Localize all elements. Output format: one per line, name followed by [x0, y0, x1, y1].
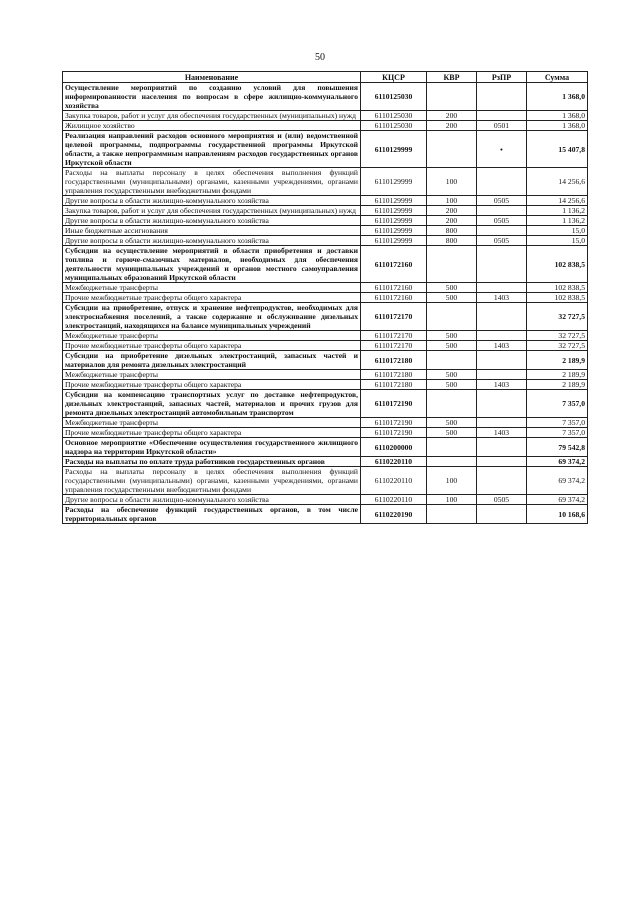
row-kcsr: 6110172190	[361, 418, 427, 428]
row-kcsr: 6110129999	[361, 168, 427, 196]
row-rzpr: 0505	[477, 236, 527, 246]
row-kvr: 100	[427, 495, 477, 505]
row-kvr: 100	[427, 467, 477, 495]
row-kvr	[427, 505, 477, 524]
row-name: Межбюджетные трансферты	[63, 418, 361, 428]
row-sum: 1 368,0	[527, 83, 588, 111]
row-kvr	[427, 303, 477, 331]
row-kcsr: 6110172180	[361, 370, 427, 380]
table-row	[63, 206, 588, 216]
row-rzpr	[477, 83, 527, 111]
table-row	[63, 216, 588, 226]
table-header-row	[63, 72, 588, 83]
row-kvr: 500	[427, 370, 477, 380]
row-name: Осуществление мероприятий по созданию условий для повышения информированности населения по вопросам в сфере жилищно-коммунального хозяйства	[63, 83, 361, 111]
row-sum: 69 374,2	[527, 495, 588, 505]
row-sum: 102 838,5	[527, 293, 588, 303]
row-kcsr: 6110129999	[361, 236, 427, 246]
table-row	[63, 236, 588, 246]
table-row	[63, 226, 588, 236]
row-kvr: 200	[427, 206, 477, 216]
row-kcsr: 6110172160	[361, 246, 427, 283]
row-sum: 2 189,9	[527, 370, 588, 380]
row-sum: 79 542,8	[527, 438, 588, 457]
row-sum: 7 357,0	[527, 418, 588, 428]
row-rzpr	[477, 370, 527, 380]
row-rzpr	[477, 505, 527, 524]
table-row	[63, 351, 588, 370]
row-name: Субсидии на приобретение дизельных электростанций, запасных частей и материалов для ремонта дизельных электростанций	[63, 351, 361, 370]
row-kcsr: 6110129999	[361, 131, 427, 168]
row-name: Межбюджетные трансферты	[63, 331, 361, 341]
row-sum: 10 168,6	[527, 505, 588, 524]
row-kcsr: 6110172180	[361, 380, 427, 390]
row-rzpr	[477, 246, 527, 283]
table-row	[63, 341, 588, 351]
row-rzpr: 0505	[477, 495, 527, 505]
row-rzpr	[477, 418, 527, 428]
row-kvr	[427, 83, 477, 111]
row-sum: 14 256,6	[527, 196, 588, 206]
row-sum: 69 374,2	[527, 457, 588, 467]
row-rzpr	[477, 226, 527, 236]
table-row	[63, 418, 588, 428]
table-row	[63, 303, 588, 331]
table-row	[63, 370, 588, 380]
row-rzpr	[477, 303, 527, 331]
row-kcsr: 6110129999	[361, 226, 427, 236]
table-body	[63, 83, 588, 524]
row-name: Прочие межбюджетные трансферты общего характера	[63, 293, 361, 303]
row-name: Расходы на выплаты по оплате труда работников государственных органов	[63, 457, 361, 467]
row-rzpr: 1403	[477, 380, 527, 390]
header-name: Наименование	[63, 72, 361, 83]
row-rzpr	[477, 390, 527, 418]
table-row	[63, 457, 588, 467]
row-kvr: 500	[427, 418, 477, 428]
row-name: Прочие межбюджетные трансферты общего характера	[63, 341, 361, 351]
row-rzpr: 1403	[477, 428, 527, 438]
row-kvr: 800	[427, 236, 477, 246]
row-sum: 1 368,0	[527, 121, 588, 131]
row-sum: 32 727,5	[527, 331, 588, 341]
row-sum: 69 374,2	[527, 467, 588, 495]
row-kvr	[427, 131, 477, 168]
row-kvr: 200	[427, 111, 477, 121]
row-rzpr	[477, 111, 527, 121]
row-kcsr: 6110125030	[361, 111, 427, 121]
row-kvr	[427, 438, 477, 457]
row-rzpr: 1403	[477, 293, 527, 303]
row-rzpr	[477, 438, 527, 457]
row-kcsr: 6110172170	[361, 331, 427, 341]
row-rzpr	[477, 168, 527, 196]
row-name: Межбюджетные трансферты	[63, 370, 361, 380]
row-name: Расходы на обеспечение функций государственных органов, в том числе территориальных органов	[63, 505, 361, 524]
row-sum: 1 368,0	[527, 111, 588, 121]
row-name: Жилищное хозяйство	[63, 121, 361, 131]
row-sum: 32 727,5	[527, 303, 588, 331]
table-row	[63, 505, 588, 524]
table-row	[63, 428, 588, 438]
table-row	[63, 168, 588, 196]
row-name: Субсидии на приобретение, отпуск и хранение нефтепродуктов, необходимых для электроснабжения поселений, а также содержание и обслуживание дизельных электростанций, находящихся на балансе муниципальных учреждений	[63, 303, 361, 331]
row-kcsr: 6110129999	[361, 216, 427, 226]
header-kvr: КВР	[427, 72, 477, 83]
row-kcsr: 6110172160	[361, 283, 427, 293]
row-name: Закупка товаров, работ и услуг для обеспечения государственных (муниципальных) нужд	[63, 111, 361, 121]
row-sum: 1 136,2	[527, 216, 588, 226]
row-sum: 102 838,5	[527, 283, 588, 293]
row-name: Другие вопросы в области жилищно-коммунального хозяйства	[63, 196, 361, 206]
row-sum: 15,0	[527, 236, 588, 246]
row-kvr	[427, 246, 477, 283]
row-name: Субсидии на осуществление мероприятий в области приобретения и доставки топлива и горюче-смазочных материалов, необходимых для обеспечения деятельности муниципальных учреждений и органов местного самоуправления муниципальных образований Иркутской области	[63, 246, 361, 283]
row-rzpr: •	[477, 131, 527, 168]
row-kvr: 500	[427, 331, 477, 341]
row-name: Другие вопросы в области жилищно-коммунального хозяйства	[63, 236, 361, 246]
row-rzpr	[477, 467, 527, 495]
header-sum: Сумма	[527, 72, 588, 83]
row-name: Иные бюджетные ассигнования	[63, 226, 361, 236]
row-kcsr: 6110172160	[361, 293, 427, 303]
row-rzpr	[477, 283, 527, 293]
row-name: Закупка товаров, работ и услуг для обеспечения государственных (муниципальных) нужд	[63, 206, 361, 216]
header-kcsr: КЦСР	[361, 72, 427, 83]
row-name: Расходы на выплаты персоналу в целях обеспечения выполнения функций государственными (муниципальными) органами, казенными учреждениями, органами управления государственными внебюджетными фондами	[63, 168, 361, 196]
row-kvr: 100	[427, 168, 477, 196]
row-name: Прочие межбюджетные трансферты общего характера	[63, 428, 361, 438]
row-rzpr	[477, 331, 527, 341]
row-kcsr: 6110125030	[361, 121, 427, 131]
row-kcsr: 6110200000	[361, 438, 427, 457]
row-kvr: 100	[427, 196, 477, 206]
table-row	[63, 495, 588, 505]
row-kcsr: 6110172190	[361, 390, 427, 418]
row-name: Субсидии на компенсацию транспортных услуг по доставке нефтепродуктов, дизельных электростанций, запасных частей, материалов и прочих грузов для ремонта дизельных электростанций автомобильным транспортом	[63, 390, 361, 418]
row-name: Другие вопросы в области жилищно-коммунального хозяйства	[63, 216, 361, 226]
row-rzpr	[477, 457, 527, 467]
row-kvr: 500	[427, 341, 477, 351]
row-sum: 7 357,0	[527, 428, 588, 438]
row-rzpr	[477, 206, 527, 216]
row-rzpr	[477, 351, 527, 370]
table-row	[63, 283, 588, 293]
row-rzpr: 0505	[477, 196, 527, 206]
row-kvr: 500	[427, 380, 477, 390]
row-sum: 14 256,6	[527, 168, 588, 196]
table-row	[63, 196, 588, 206]
table-row	[63, 438, 588, 457]
row-kcsr: 6110220110	[361, 467, 427, 495]
row-kvr: 200	[427, 121, 477, 131]
row-kcsr: 6110129999	[361, 196, 427, 206]
row-rzpr: 0505	[477, 216, 527, 226]
row-name: Реализация направлений расходов основного мероприятия и (или) ведомственной целевой программы, подпрограммы государственной программы Иркутской области, а также непрограммным направлениям расходов государственных органов Иркутской области	[63, 131, 361, 168]
table-row	[63, 121, 588, 131]
row-name: Другие вопросы в области жилищно-коммунального хозяйства	[63, 495, 361, 505]
row-rzpr: 0501	[477, 121, 527, 131]
table-row	[63, 390, 588, 418]
row-sum: 2 189,9	[527, 380, 588, 390]
row-sum: 32 727,5	[527, 341, 588, 351]
row-kcsr: 6110172190	[361, 428, 427, 438]
header-rzpr: РзПР	[477, 72, 527, 83]
row-name: Прочие межбюджетные трансферты общего характера	[63, 380, 361, 390]
row-kvr: 500	[427, 293, 477, 303]
table-row	[63, 380, 588, 390]
row-kcsr: 6110172180	[361, 351, 427, 370]
row-kvr: 500	[427, 428, 477, 438]
table-row	[63, 131, 588, 168]
row-kvr	[427, 351, 477, 370]
row-kcsr: 6110220110	[361, 495, 427, 505]
row-kcsr: 6110172170	[361, 341, 427, 351]
row-name: Межбюджетные трансферты	[63, 283, 361, 293]
page-number: 50	[315, 52, 325, 63]
row-sum: 2 189,9	[527, 351, 588, 370]
row-kcsr: 6110172170	[361, 303, 427, 331]
row-sum: 15,0	[527, 226, 588, 236]
row-kcsr: 6110220110	[361, 457, 427, 467]
row-kvr: 500	[427, 283, 477, 293]
table-row	[63, 246, 588, 283]
budget-table	[62, 71, 588, 524]
table-row	[63, 83, 588, 111]
table-row	[63, 331, 588, 341]
row-kcsr: 6110125030	[361, 83, 427, 111]
row-kvr	[427, 457, 477, 467]
row-sum: 15 407,8	[527, 131, 588, 168]
row-name: Расходы на выплаты персоналу в целях обеспечения выполнения функций государственными (муниципальными) органами, казенными учреждениями, органами управления государственными внебюджетными фондами	[63, 467, 361, 495]
row-kvr: 800	[427, 226, 477, 236]
row-rzpr: 1403	[477, 341, 527, 351]
row-name: Основное мероприятие «Обеспечение осуществления государственного жилищного надзора на территории Иркутской области»	[63, 438, 361, 457]
row-kcsr: 6110129999	[361, 206, 427, 216]
row-kcsr: 6110220190	[361, 505, 427, 524]
row-sum: 7 357,0	[527, 390, 588, 418]
table-row	[63, 111, 588, 121]
table-row	[63, 293, 588, 303]
row-sum: 1 136,2	[527, 206, 588, 216]
row-kvr	[427, 390, 477, 418]
row-sum: 102 838,5	[527, 246, 588, 283]
row-kvr: 200	[427, 216, 477, 226]
table-row	[63, 467, 588, 495]
